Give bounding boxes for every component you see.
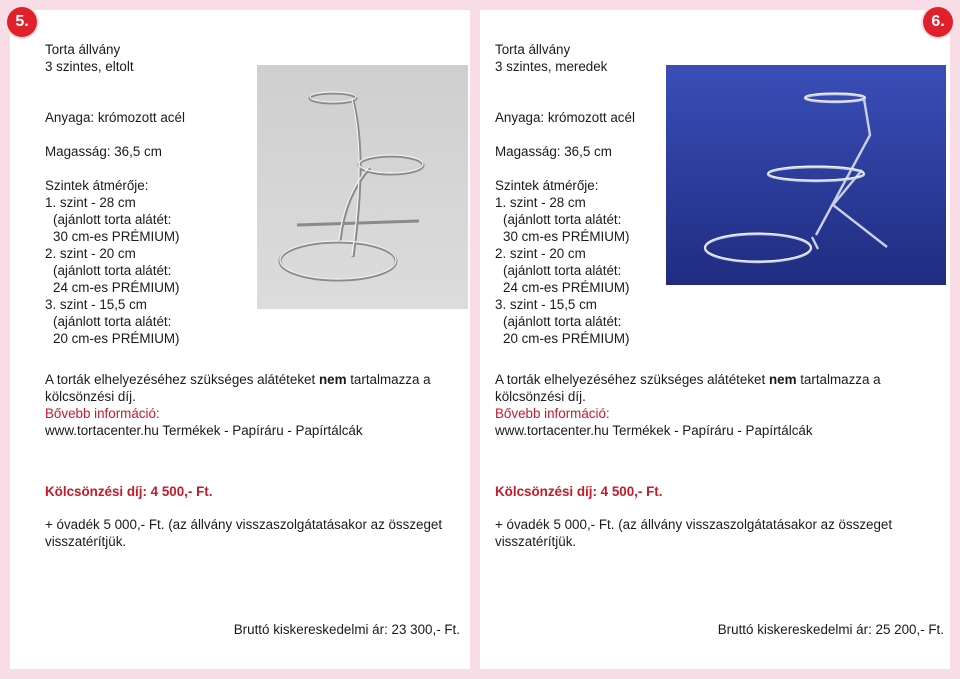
level-board-type: 20 cm-es PRÉMIUM) <box>503 331 630 346</box>
level-recommendation: (ajánlott torta alátét: <box>53 263 172 278</box>
level-board-type: 30 cm-es PRÉMIUM) <box>53 229 180 244</box>
deposit-text <box>45 516 465 550</box>
level-size: 2. szint - 20 cm <box>45 246 136 261</box>
retail-price: Bruttó kiskereskedelmi ár: 23 300,- Ft. <box>233 622 460 637</box>
level-recommendation: (ajánlott torta alátét: <box>53 212 172 227</box>
level-board-type: 20 cm-es PRÉMIUM) <box>53 331 180 346</box>
website-link[interactable]: www.tortacenter.hu Termékek - Papíráru - Papírtálcák <box>45 423 363 438</box>
website-link[interactable]: www.tortacenter.hu Termékek - Papíráru - Papírtálcák <box>495 423 813 438</box>
deposit-line: visszatérítjük. <box>495 534 577 549</box>
retail-price: Bruttó kiskereskedelmi ár: 25 200,- Ft. <box>717 622 944 637</box>
note-emphasis: nem <box>768 372 797 387</box>
level-recommendation: (ajánlott torta alátét: <box>53 314 172 329</box>
note-text-end: tartalmazza a <box>796 372 881 387</box>
level-recommendation: (ajánlott torta alátét: <box>503 263 622 278</box>
note-emphasis: nem <box>318 372 347 387</box>
material: Anyaga: krómozott acél <box>45 110 185 125</box>
product-photo <box>666 65 946 285</box>
level-size: 3. szint - 15,5 cm <box>45 297 147 312</box>
height: Magasság: 36,5 cm <box>45 144 162 159</box>
notes-block <box>495 371 915 439</box>
more-info-label: Bővebb információ: <box>45 406 160 421</box>
note-text: A torták elhelyezéséhez szükséges alátéteket <box>495 372 769 387</box>
level-size: 1. szint - 28 cm <box>45 195 136 210</box>
note-text: A torták elhelyezéséhez szükséges alátéteket <box>45 372 319 387</box>
note-text-end: tartalmazza a <box>346 372 431 387</box>
page-number-badge: 6. <box>923 7 953 37</box>
height: Magasság: 36,5 cm <box>495 144 612 159</box>
levels-title: Szintek átmérője: <box>45 178 149 193</box>
level-recommendation: (ajánlott torta alátét: <box>503 314 622 329</box>
product-variant: 3 szintes, eltolt <box>45 59 134 74</box>
rental-fee: Kölcsönzési díj: 4 500,- Ft. <box>495 484 663 499</box>
level-size: 2. szint - 20 cm <box>495 246 586 261</box>
material: Anyaga: krómozott acél <box>495 110 635 125</box>
deposit-line: + óvadék 5 000,- Ft. (az állvány visszaszolgátatásakor az összeget <box>495 517 893 532</box>
level-size: 1. szint - 28 cm <box>495 195 586 210</box>
note-line: kölcsönzési díj. <box>495 389 586 404</box>
product-name: Torta állvány <box>45 42 121 57</box>
product-variant: 3 szintes, meredek <box>495 59 608 74</box>
level-board-type: 30 cm-es PRÉMIUM) <box>503 229 630 244</box>
product-name: Torta állvány <box>495 42 571 57</box>
deposit-line: + óvadék 5 000,- Ft. (az állvány visszaszolgátatásakor az összeget <box>45 517 443 532</box>
deposit-text <box>495 516 915 550</box>
product-page <box>10 10 470 669</box>
level-board-type: 24 cm-es PRÉMIUM) <box>53 280 180 295</box>
note-line: kölcsönzési díj. <box>45 389 136 404</box>
deposit-line: visszatérítjük. <box>45 534 127 549</box>
level-size: 3. szint - 15,5 cm <box>495 297 597 312</box>
level-recommendation: (ajánlott torta alátét: <box>503 212 622 227</box>
rental-fee: Kölcsönzési díj: 4 500,- Ft. <box>45 484 213 499</box>
product-spec-text <box>45 41 285 347</box>
levels-title: Szintek átmérője: <box>495 178 599 193</box>
notes-block <box>45 371 465 439</box>
product-page <box>480 10 950 669</box>
level-board-type: 24 cm-es PRÉMIUM) <box>503 280 630 295</box>
product-photo <box>257 65 468 309</box>
more-info-label: Bővebb információ: <box>495 406 610 421</box>
page-number-badge: 5. <box>7 7 37 37</box>
